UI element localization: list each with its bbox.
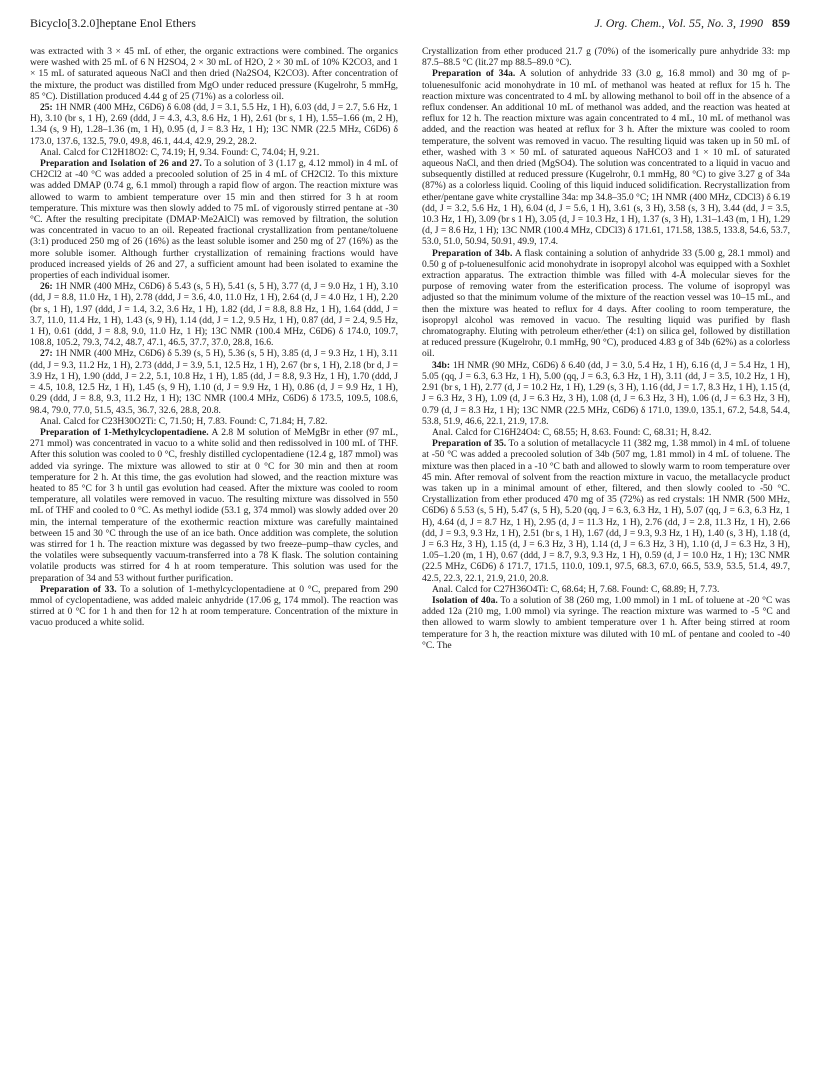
paragraph-heading: Preparation of 33. bbox=[40, 583, 117, 595]
paragraph-text: A solution of anhydride 33 (3.0 g, 16.8 mmol) and 30 mg of p-toluenesulfonic acid monohydrate in 10 mL of methanol was heated at reflux for 15 h. The reaction mixture was concentrated to 4 mL by allowing methanol to boil off in the absence of a reflux condenser. An additional 10 mL of methanol was added, and the reaction was heated at reflux for 12 h. The reaction mixture was again concentrated to 4 mL, 10 mL of methanol was added, and the reaction was heated at reflux for 3 h. After the mixture was cooled to room temperature, the solvent was removed in vacuo. The resulting liquid was taken up in 50 mL of ether, washed with 3 × 50 mL of saturated aqueous NaHCO3 and 1 × 10 mL of saturated aqueous NaCl, and then dried (MgSO4). The solution was concentrated to a liquid in vacuo and subsequently distilled at reduced pressure (Kugelrohr, 0.1 mmHg, 80 °C) to give 3.27 g of 34a (87%) as a colorless liquid. Cooling of this liquid induced solidification. Recrystallization from ether/pentane gave white crystalline 34a: mp 34.8–35.0 °C; 1H NMR (400 MHz, CDCl3) δ 6.19 (dd, J = 3.2, 5.6 Hz, 1 H), 6.04 (d, J = 5.6, 1 H), 3.61 (s, 3 H), 3.58 (s, 3 H), 3.44 (dd, J = 3.5, 10.3 Hz, 1 H), 3.09 (br s 1 H), 3.05 (d, J = 10.3 Hz, 1 H), 1.37 (s, 3 H), 1.31–1.43 (m, 1 H), 1.29 (d, J = 8.6 Hz, 1 H); 13C NMR (100.4 MHz, CDCl3) δ 171.61, 171.58, 138.5, 133.8, 54.6, 53.7, 53.0, 51.0, 50.94, 50.91, 49.9, 17.4. bbox=[422, 68, 790, 248]
paragraph-text: A 2.8 M solution of MeMgBr in ether (97 mL, 271 mmol) was concentrated in vacuo to a white solid and then redissolved in 100 mL of THF. After this solution was cooled to 0 °C, freshly distilled cyclopentadiene (12.4 g, 187 mmol) was added via syringe. The mixture was allowed to stir at 0 °C for 30 min and then at room temperature for 2 h. At this time, the gas evolution had slowed, and the reaction mixture was heated to 85 °C for 3 h until gas evolution had ceased. After the mixture was cooled to room temperature, all volatiles were removed in vacuo. The resulting mixture was dissolved in 550 mL of THF and cooled to 0 °C. As methyl iodide (53.1 g, 374 mmol) was slowly added over 20 min, the internal temperature of the exothermic reaction mixture was carefully maintained between 15 and 30 °C through the use of an ice bath. Once addition was complete, the solution was stirred for 1 h. The reaction mixture was degassed by two freeze–pump–thaw cycles, and the volatiles were subsequently vacuum-transferred into a 78 K flask. The solution containing volatile products was stirred for 4 h at room temperature. This solution was used for the preparation of 34 and 53 without further purification. bbox=[30, 426, 398, 584]
paragraph-heading: 27: bbox=[40, 348, 53, 360]
paragraph bbox=[422, 360, 790, 427]
paragraph-text: To a solution of metallacycle 11 (382 mg, 1.38 mmol) in 4 mL of toluene at -50 °C was added a precooled solution of 34b (507 mg, 1.81 mmol) in 4 mL of toluene. The mixture was then placed in a -10 °C bath and allowed to slowly warm to room temperature over 45 min. After removal of solvent from the reaction mixture in vacuo, the metallacycle product was taken up in a minimal amount of ether, filtered, and then slowly cooled to -50 °C. Crystallization from ether produced 470 mg of 35 (72%) as red crystals: 1H NMR (500 MHz, C6D6) δ 5.53 (s, 5 H), 5.47 (s, 5 H), 5.20 (qq, J = 6.3, 6.3 Hz, 1 H), 5.07 (qq, J = 6.3, 6.3 Hz, 1 H), 4.64 (d, J = 8.7 Hz, 1 H), 2.95 (d, J = 11.3 Hz, 1 H), 2.76 (dd, J = 2.8, 11.3 Hz, 1 H), 2.66 (dd, J = 9.3, 9.3 Hz, 1 H), 2.51 (br s, 1 H), 1.67 (dd, J = 9.3, 9.3 Hz, 1 H), 1.40 (s, 3 H), 1.18 (d, J = 6.3 Hz, 3 H), 1.15 (d, J = 6.3 Hz, 3 H), 1.14 (d, J = 6.3 Hz, 3 H), 1.10 (d, J = 6.3 Hz, 3 H), 1.05–1.20 (m, 1 H), 0.67 (ddd, J = 8.7, 9.3, 9.3 Hz, 1 H), 0.59 (d, J = 10.0 Hz, 1 H); 13C NMR (22.5 MHz, C6D6) δ 171.7, 171.5, 110.0, 109.1, 97.5, 68.3, 67.0, 66.5, 53.9, 53.5, 51.4, 49.7, 42.5, 22.3, 22.1, 21.9, 21.0, 20.8. bbox=[422, 438, 790, 584]
paragraph bbox=[30, 102, 398, 147]
paragraph bbox=[30, 348, 398, 415]
paragraph bbox=[422, 584, 790, 595]
paragraph-text: To a solution of 3 (1.17 g, 4.12 mmol) in 4 mL of CH2Cl2 at -40 °C was added a precooled solution of 25 in 4 mL of CH2Cl2. To this mixture was added DMAP (0.74 g, 6.1 mmol) through a rapid flow of argon. The reaction mixture was allowed to warm to ambient temperature over 15 min and then stirred for 3 h at room temperature. This mixture was then slowly added to 75 mL of vigorously stirred pentane at -30 °C. After the resulting precipitate (DMAP·Me2AlCl) was removed by filtration, the solution was concentrated in vacuo to an oil. Repeated fractional crystallization from pentane/toluene (3:1) produced 250 mg of 26 (16%) as the least soluble isomer and 250 mg of 27 (16%) as the more soluble isomer. Although further crystallization of remaining fractions would have produced increased yields of 26 and 27, a sufficient amount had been isolated to examine the properties of each individual isomer. bbox=[30, 158, 398, 282]
paragraph bbox=[30, 416, 398, 427]
paragraph bbox=[422, 438, 790, 584]
paragraph-heading: Preparation and Isolation of 26 and 27. bbox=[40, 158, 202, 170]
paragraph-text: 1H NMR (90 MHz, C6D6) δ 6.40 (dd, J = 3.0, 5.4 Hz, 1 H), 6.16 (d, J = 5.4 Hz, 1 H), 5.05 (qq, J = 6.3, 6.3 Hz, 1 H), 5.00 (qq, J = 6.3, 6.3 Hz, 1 H), 3.11 (dd, J = 3.5, 10.2 Hz, 1 H), 2.91 (br s, 1 H), 2.77 (d, J = 10.2 Hz, 1 H), 1.29 (s, 3 H), 1.16 (dd, J = 1.7, 8.3 Hz, 1 H), 1.15 (d, J = 6.3 Hz, 3 H), 1.09 (d, J = 6.3 Hz, 3 H), 1.08 (d, J = 6.3 Hz, 3 H), 1.06 (d, J = 6.3 Hz, 3 H), 0.79 (d, J = 8.3 Hz, 1 H); 13C NMR (22.5 MHz, C6D6) δ 171.0, 139.0, 135.1, 67.2, 54.8, 54.4, 53.8, 51.9, 46.6, 22.1, 21.9, 17.8. bbox=[422, 359, 790, 427]
paragraph bbox=[30, 427, 398, 584]
left-column bbox=[30, 46, 398, 629]
paragraph-text: 1H NMR (400 MHz, C6D6) δ 5.43 (s, 5 H), 5.41 (s, 5 H), 3.77 (d, J = 9.0 Hz, 1 H), 3.10 (dd, J = 8.8, 11.0 Hz, 1 H), 2.78 (ddd, J = 3.6, 4.0, 11.0 Hz, 1 H), 2.64 (d, J = 4.0 Hz, 1 H), 2.20 (br s, 1 H), 1.97 (ddd, J = 1.4, 3.2, 3.6 Hz, 1 H), 1.82 (dd, J = 8.8, 8.8 Hz, 1 H), 1.64 (ddd, J = 3.7, 11.0, 11.4 Hz, 1 H), 1.43 (s, 9 H), 1.14 (dd, J = 1.2, 9.5 Hz, 1 H), 0.87 (dd, J = 2.4, 9.5 Hz, 1 H), 0.61 (ddd, J = 8.8, 9.0, 11.0 Hz, 1 H); 13C NMR (100.4 MHz, C6D6) δ 174.0, 109.7, 108.8, 105.2, 79.3, 74.2, 48.7, 47.1, 46.5, 37.7, 37.0, 28.8, 16.6. bbox=[30, 281, 398, 349]
paragraph bbox=[422, 248, 790, 360]
running-title: Bicyclo[3.2.0]heptane Enol Ethers bbox=[30, 16, 196, 30]
page-header bbox=[30, 16, 790, 34]
paragraph-heading: Preparation of 34a. bbox=[432, 68, 516, 80]
paragraph-text: A flask containing a solution of anhydride 33 (5.00 g, 28.1 mmol) and 0.50 g of p-toluenesulfonic acid monohydrate in isopropyl alcohol was equipped with a Soxhlet extraction apparatus. The extraction thimble was filled with 4-Å molecular sieves for the purpose of removing water from the esterification process. The volume of isopropyl was adjusted so that the minimum volume of the mixture of the reaction vessel was 10–15 mL, and then the mixture was heated to reflux for 4 days. After cooling to room temperature, the isopropyl alcohol was removed in vacuo. The resulting liquid was purified by flash chromatography. Eluting with petroleum ether/ether (4:1) on silica gel, followed by distillation at reduced pressure (Kugelrohr, 0.1 mmHg, 90 °C), produced 4.83 g of 34b (62%) as a colorless oil. bbox=[422, 247, 790, 360]
paragraph-text: Anal. Calcd for C23H30O2Ti: C, 71.50; H, 7.83. Found: C, 71.84; H, 7.82. bbox=[40, 415, 328, 427]
paragraph bbox=[30, 158, 398, 281]
paragraph bbox=[30, 147, 398, 158]
paragraph-heading: 26: bbox=[40, 281, 53, 293]
journal-name: J. Org. Chem. bbox=[594, 16, 662, 30]
paragraph-text: Crystallization from ether produced 21.7 g (70%) of the isomerically pure anhydride 33: mp 87.5–88.5 °C (lit.27 mp 88.5–89.0 °C). bbox=[422, 46, 790, 69]
paragraph-heading: Preparation of 35. bbox=[432, 438, 507, 450]
paragraph-heading: Preparation of 34b. bbox=[432, 247, 513, 259]
journal-volume: Vol. 55, No. 3, 1990 bbox=[667, 16, 763, 30]
right-column bbox=[422, 46, 790, 651]
paragraph bbox=[422, 427, 790, 438]
paragraph-text: was extracted with 3 × 45 mL of ether, the organic extractions were combined. The organics were washed with 25 mL of 6 N H2SO4, 2 × 30 mL of H2O, 2 × 30 mL of 10% K2CO3, and 1 × 15 mL of saturated aqueous NaCl and then dried (Na2SO4, K2CO3). After concentration of the mixture, the product was distilled from MgO under reduced pressure (Kugelrohr, 5 mmHg, 85 °C). Distillation produced 4.44 g of 25 (71%) as a colorless oil. bbox=[30, 46, 398, 102]
paragraph bbox=[422, 68, 790, 247]
paragraph bbox=[30, 46, 398, 102]
paragraph bbox=[422, 46, 790, 68]
paragraph-text: To a solution of 1-methylcyclopentadiene at 0 °C, prepared from 290 mmol of cyclopentadiene, was added maleic anhydride (17.06 g, 174 mmol). The reaction was stirred at 0 °C for 1 h and then for 12 h at room temperature. Concentration of the mixture in vacuo produced a white solid. bbox=[30, 583, 398, 629]
paragraph-heading: 34b: bbox=[432, 359, 451, 371]
paragraph-text: Anal. Calcd for C16H24O4: C, 68.55; H, 8.63. Found: C, 68.31; H, 8.42. bbox=[432, 426, 712, 438]
paragraph-heading: Preparation of 1-Methylcyclopentadiene. bbox=[40, 426, 209, 438]
paragraph-heading: Isolation of 40a. bbox=[432, 594, 498, 606]
paragraph-heading: 25: bbox=[40, 102, 53, 114]
page-number: 859 bbox=[772, 16, 790, 30]
paragraph-text: 1H NMR (400 MHz, C6D6) δ 6.08 (dd, J = 3.1, 5.5 Hz, 1 H), 6.03 (dd, J = 2.7, 5.6 Hz, 1 H), 3.10 (br s, 1 H), 2.69 (ddd, J = 4.3, 4.3, 8.6 Hz, 1 H), 2.61 (br s, 1 H), 1.55–1.66 (m, 2 H), 1.34 (s, 9 H), 1.28–1.36 (m, 1 H), 0.95 (d, J = 8.3 Hz, 1 H); 13C NMR (22.5 MHz, C6D6) δ 173.0, 137.6, 132.5, 79.0, 49.8, 46.1, 44.4, 42.9, 29.2, 28.2. bbox=[30, 102, 398, 147]
paragraph bbox=[30, 584, 398, 629]
paragraph-text: Anal. Calcd for C12H18O2: C, 74.19; H, 9.34. Found: C, 74.04; H, 9.21. bbox=[40, 146, 320, 158]
paragraph-text: Anal. Calcd for C27H36O4Ti: C, 68.64; H, 7.68. Found: C, 68.89; H, 7.73. bbox=[432, 583, 720, 595]
journal-citation: J. Org. Chem., Vol. 55, No. 3, 1990 859 bbox=[594, 16, 790, 30]
paragraph bbox=[422, 595, 790, 651]
paragraph-text: 1H NMR (400 MHz, C6D6) δ 5.39 (s, 5 H), 5.36 (s, 5 H), 3.85 (d, J = 9.3 Hz, 1 H), 3.11 (dd, J = 9.3, 11.2 Hz, 1 H), 2.73 (ddd, J = 3.9, 5.1, 12.5 Hz, 1 H), 2.67 (br s, 1 H), 2.18 (br d, J = 3.9 Hz, 1 H), 1.90 (ddd, J = 2.2, 5.1, 10.8 Hz, 1 H), 1.85 (dd, J = 8.8, 9.3 Hz, 1 H), 1.70 (ddd, J = 4.5, 10.8, 12.5 Hz, 1 H), 1.45 (s, 9 H), 1.10 (d, J = 9.9 Hz, 1 H), 0.86 (d, J = 9.9 Hz, 1 H), 0.29 (ddd, J = 8.8, 9.3, 11.2 Hz, 1 H); 13C NMR (100.4 MHz, C6D6) δ 173.5, 109.5, 108.6, 98.4, 79.0, 77.0, 51.5, 43.5, 36.7, 32.6, 28.8, 20.8. bbox=[30, 348, 398, 416]
paragraph-text: To a solution of 38 (260 mg, 1.00 mmol) in 1 mL of toluene at -20 °C was added 12a (210 mg, 1.00 mmol) via syringe. The reaction mixture was warmed to -5 °C and then allowed to warm slowly to ambient temperature over 1 h. After being stirred at room temperature for 3 h, the reaction mixture was diluted with 10 mL of pentane and cooled to -40 °C. The bbox=[422, 594, 790, 651]
paragraph bbox=[30, 281, 398, 348]
